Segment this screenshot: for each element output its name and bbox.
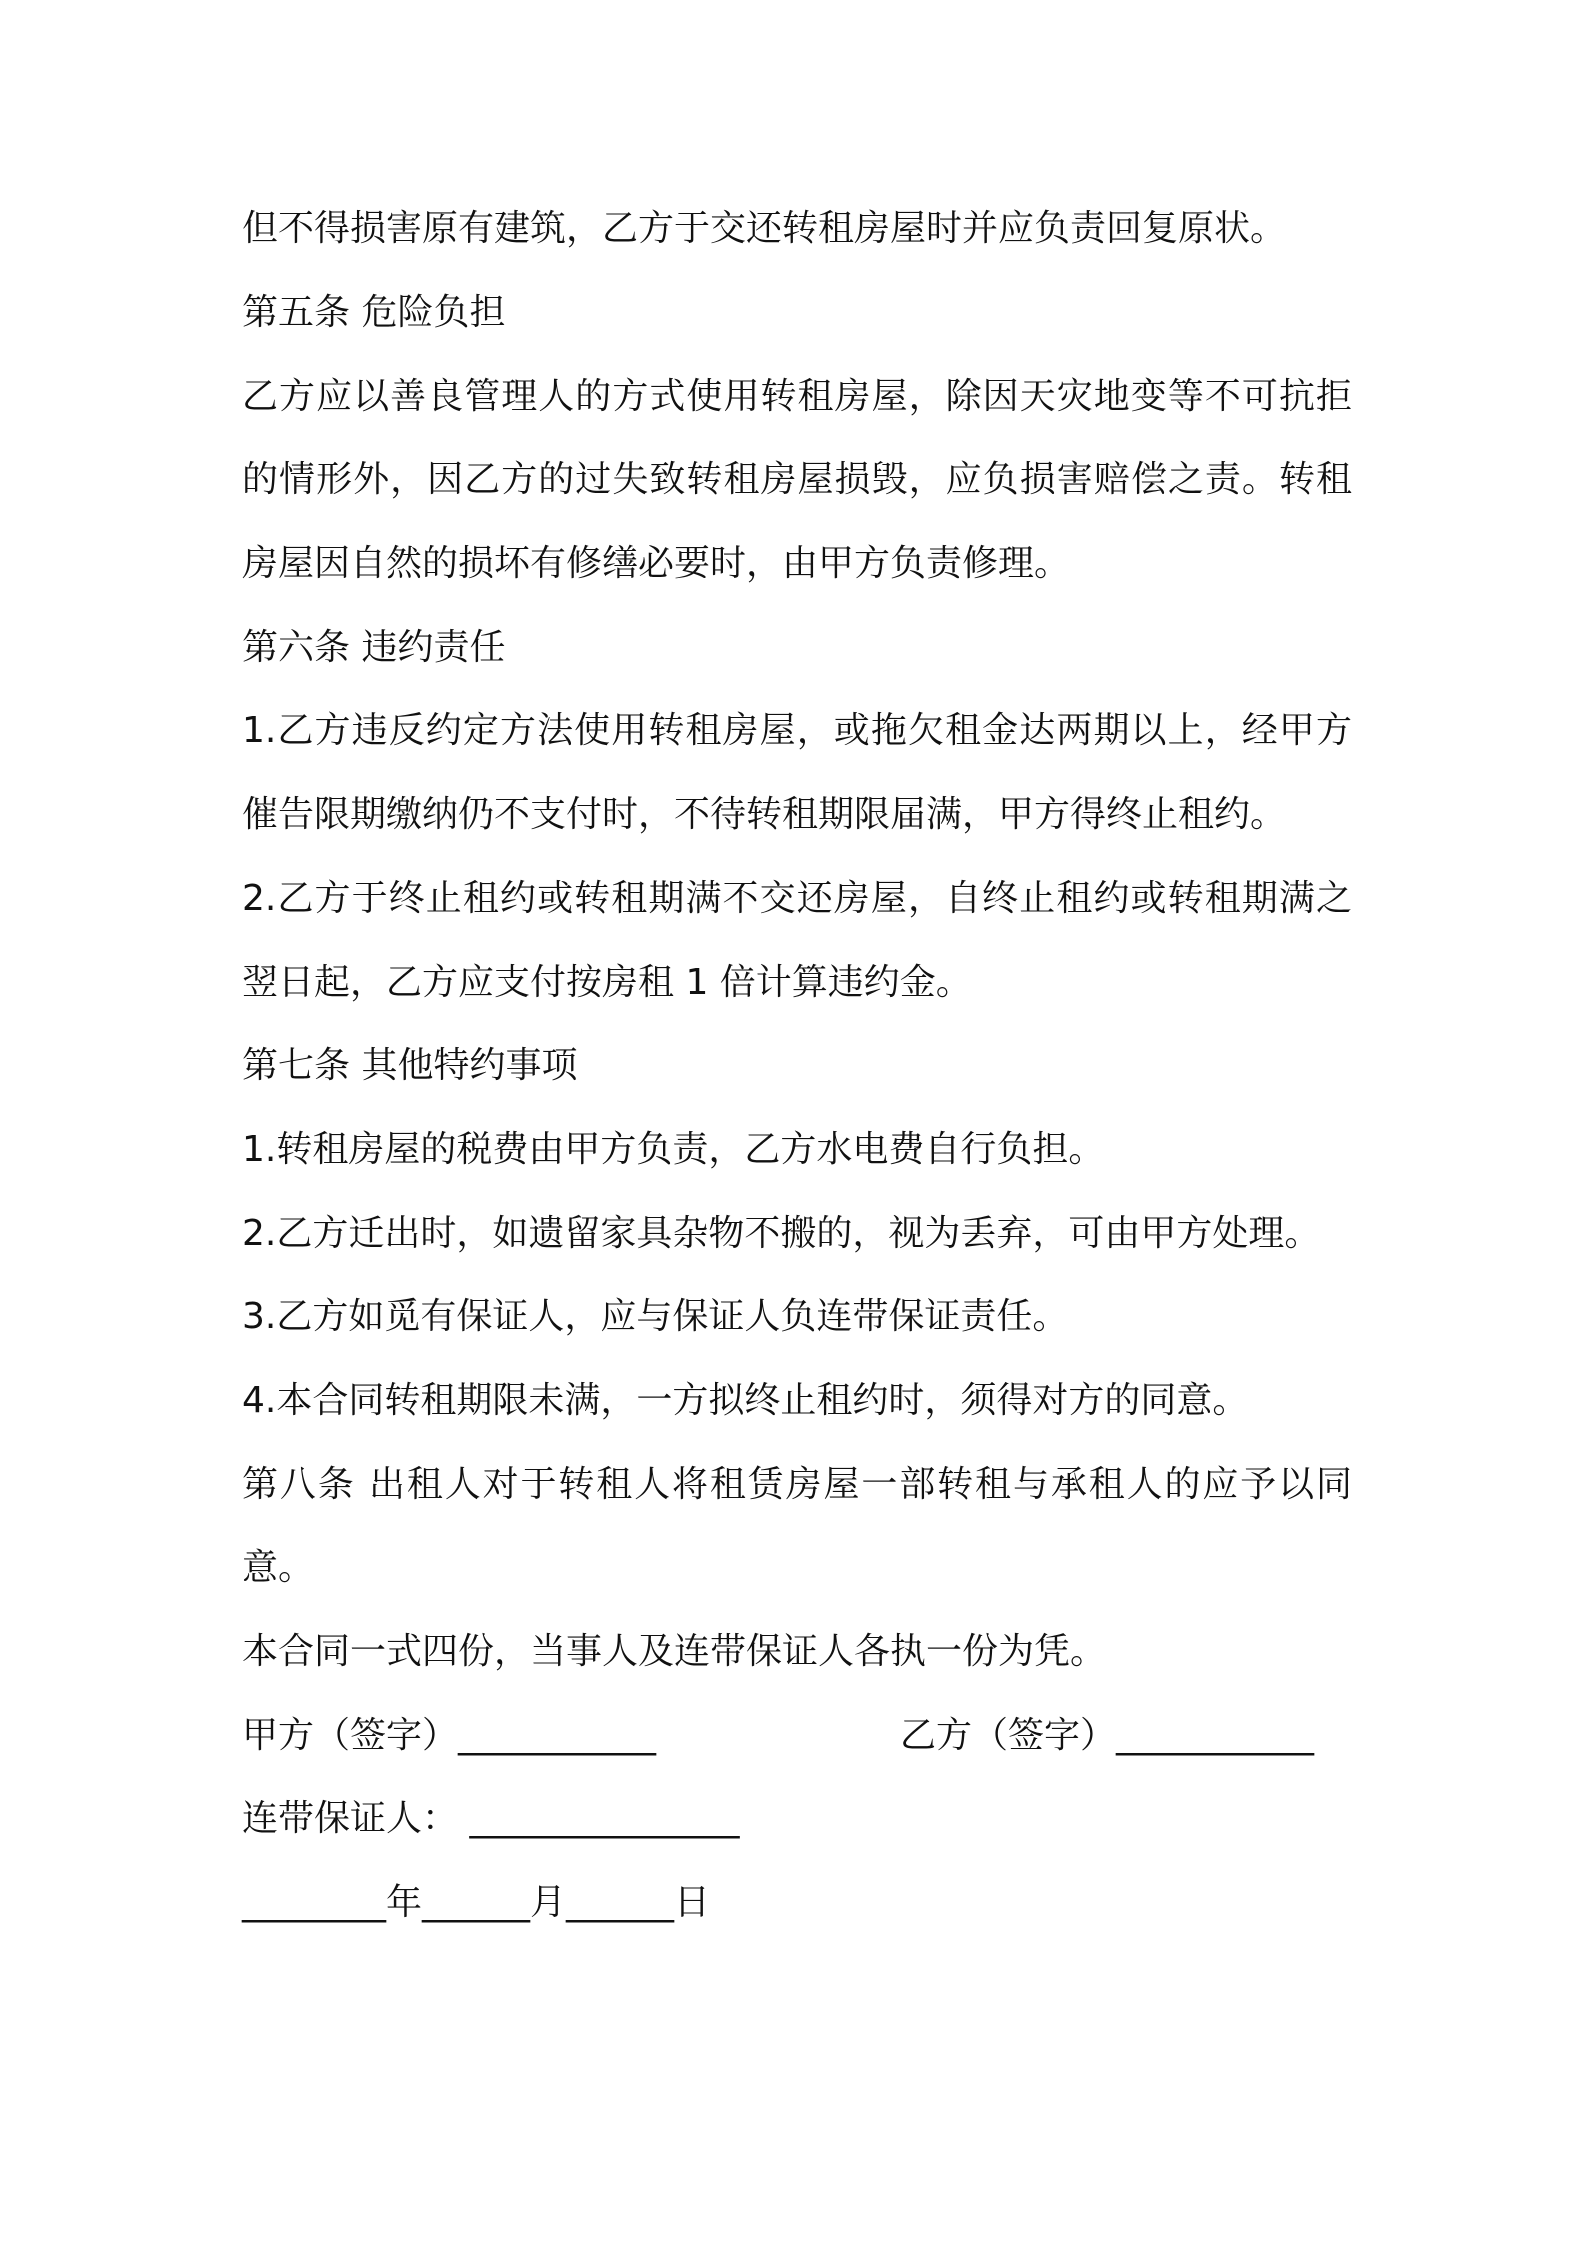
paragraph-line: 3.乙方如觅有保证人，应与保证人负连带保证责任。 xyxy=(242,1296,1069,1337)
paragraph-line: 乙方应以善良管理人的方式使用转租房屋，除因天灾地变等不可抗拒 xyxy=(242,376,1352,417)
article-heading: 第八条 出租人对于转租人将租赁房屋一部转租与承租人的应予以同 xyxy=(242,1464,1352,1505)
paragraph-line: 1.转租房屋的税费由甲方负责，乙方水电费自行负担。 xyxy=(242,1129,1105,1170)
paragraph-line: 房屋因自然的损坏有修缮必要时，由甲方负责修理。 xyxy=(242,543,1071,584)
party-b-signature: 乙方（签字）___________ xyxy=(900,1715,1315,1756)
paragraph-line: 催告限期缴纳仍不支付时，不待转租期限届满，甲方得终止租约。 xyxy=(242,794,1287,835)
paragraph-line: 本合同一式四份，当事人及连带保证人各执一份为凭。 xyxy=(242,1631,1107,1672)
paragraph-line: 但不得损害原有建筑，乙方于交还转租房屋时并应负责回复原状。 xyxy=(242,208,1287,249)
paragraph-line: 2.乙方迁出时，如遗留家具杂物不搬的，视为丢弃，可由甲方处理。 xyxy=(242,1213,1321,1254)
paragraph-line: 4.本合同转租期限未满，一方拟终止租约时，须得对方的同意。 xyxy=(242,1380,1249,1421)
paragraph-line: 翌日起，乙方应支付按房租 1 倍计算违约金。 xyxy=(242,962,972,1003)
paragraph-line: 2.乙方于终止租约或转租期满不交还房屋，自终止租约或转租期满之 xyxy=(242,878,1352,919)
paragraph-line: 1.乙方违反约定方法使用转租房屋，或拖欠租金达两期以上，经甲方 xyxy=(242,710,1352,751)
guarantor-signature: 连带保证人： _______________ xyxy=(242,1798,740,1839)
article-heading: 第七条 其他特约事项 xyxy=(242,1045,578,1086)
paragraph-line: 意。 xyxy=(242,1547,315,1588)
article-heading: 第六条 违约责任 xyxy=(242,627,506,668)
party-a-signature: 甲方（签字）___________ xyxy=(242,1715,657,1756)
article-heading: 第五条 危险负担 xyxy=(242,292,506,333)
paragraph-line: 的情形外，因乙方的过失致转租房屋损毁，应负损害赔偿之责。转租 xyxy=(242,459,1352,500)
signature-date: ________年______月______日 xyxy=(242,1882,710,1923)
